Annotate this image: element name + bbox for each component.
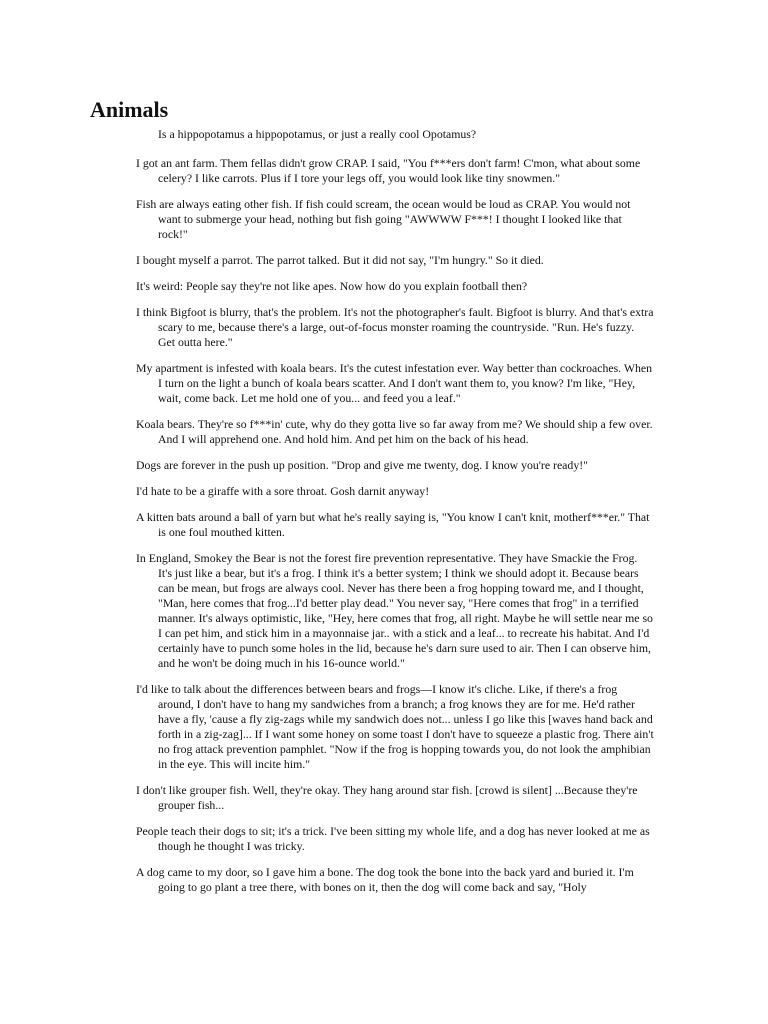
paragraph: I don't like grouper fish. Well, they're okay. They hang around star fish. [crowd is silent] ...Because they're grouper fish... [136,783,638,812]
paragraph: Is a hippopotamus a hippopotamus, or just a really cool Opotamus? [158,127,477,141]
paragraph: I bought myself a parrot. The parrot talked. But it did not say, "I'm hungry." So it died. [136,253,544,267]
document-body [136,127,654,906]
paragraph: I'd like to talk about the differences between bears and frogs—I know it's cliche. Like, if there's a frog around, I don't have to hang my sandwiches from a branch; a frog knows they are for me. He'd rather have a fly, 'cause a fly zig-zags while my sandwich does not... unless I go like this [waves hand back and forth in a zig-zag]... If I want some honey on some toast I don't have to squeeze a plastic frog. There ain't no frog attack prevention pamphlet. "Now if the frog is hopping towards you, do not look the amphibian in the eye. This will incite him." [136,682,654,771]
paragraph: People teach their dogs to sit; it's a trick. I've been sitting my whole life, and a dog has never looked at me as though he thought I was tricky. [136,824,650,853]
page-title: Animals [90,97,169,122]
paragraph: Koala bears. They're so f***in' cute, why do they gotta live so far away from me? We should ship a few over. And I will apprehend one. And hold him. And pet him on the back of his head. [136,417,653,446]
paragraph: My apartment is infested with koala bears. It's the cutest infestation ever. Way better than cockroaches. When I turn on the light a bunch of koala bears scatter. And I don't want them to, you know? I'm like, "Hey, wait, come back. Let me hold one of you... and feed you a leaf." [136,361,653,405]
paragraph: A dog came to my door, so I gave him a bone. The dog took the bone into the back yard and buried it. I'm going to go plant a tree there, with bones on it, then the dog will come back and say, "Holy [136,865,634,894]
paragraph: I'd hate to be a giraffe with a sore throat. Gosh darnit anyway! [136,484,430,498]
paragraph: I got an ant farm. Them fellas didn't grow CRAP. I said, "You f***ers don't farm! C'mon, what about some celery? I like carrots. Plus if I tore your legs off, you would look like tiny snowmen." [136,156,641,185]
paragraph: Dogs are forever in the push up position. "Drop and give me twenty, dog. I know you're ready!" [136,458,588,472]
paragraph: A kitten bats around a ball of yarn but what he's really saying is, "You know I can't knit, motherf***er." That is one foul mouthed kitten. [136,510,650,539]
paragraph: In England, Smokey the Bear is not the forest fire prevention representative. They have Smackie the Frog. It's just like a bear, but it's a frog. I think it's a better system; I think we should adopt it. Because bears can be mean, but frogs are always cool. Never has there been a frog hopping toward me, and I thought, "Man, here comes that frog...I'd better play dead." You never say, "Here comes that frog" in a terrified manner. It's always optimistic, like, "Hey, here comes that frog, all right. Maybe he will settle near me so I can pet him, and stick him in a mayonnaise jar.. with a stick and a leaf... to recreate his habitat. And I'd certainly have to punch some holes in the lid, because he's darn sure used to air. Then I can observe him, and he won't be doing much in his 16-ounce world." [136,551,653,670]
paragraph: Fish are always eating other fish. If fish could scream, the ocean would be loud as CRAP. You would not want to submerge your head, nothing but fish going "AWWWW F***! I thought I looked like that rock!" [136,197,631,241]
paragraph: It's weird: People say they're not like apes. Now how do you explain football then? [136,279,528,293]
paragraph: I think Bigfoot is blurry, that's the problem. It's not the photographer's fault. Bigfoot is blurry. And that's extra scary to me, because there's a large, out-of-focus monster roaming the countryside. "Run. He's fuzzy. Get outta here." [136,305,654,349]
